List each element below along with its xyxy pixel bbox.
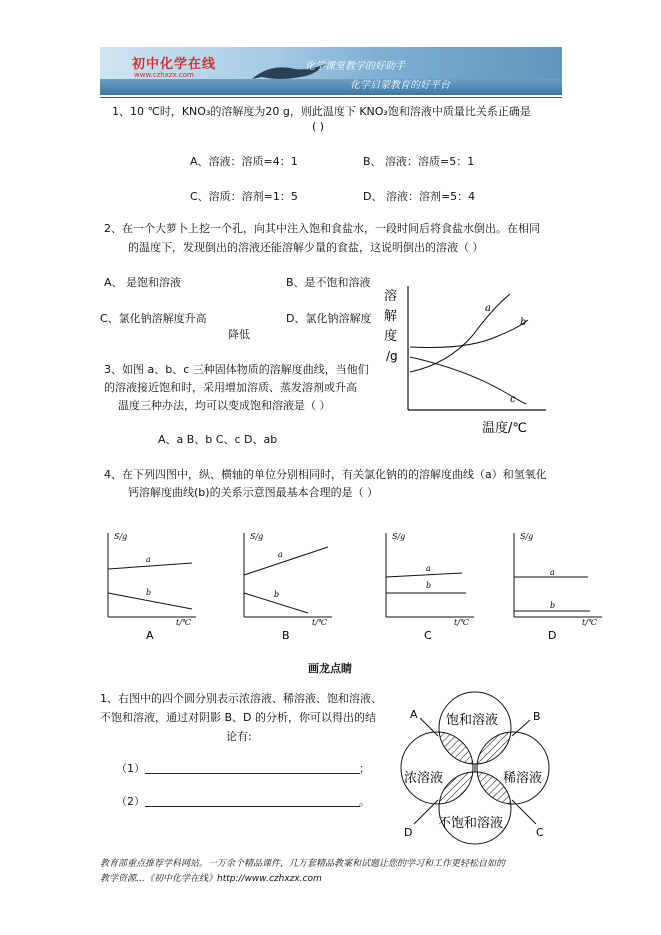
- q5-blank-2-end: 。: [359, 795, 370, 808]
- venn-pointer-c: [512, 800, 536, 824]
- q3-stem-1: 3、如图 a、b、c 三种固体物质的溶解度曲线，当他们: [104, 363, 369, 376]
- q2-option-b: B、是不饱和溶液: [286, 276, 371, 289]
- venn-pointer-b: [512, 720, 530, 736]
- q4d-caption: D: [548, 629, 557, 642]
- q5-stem-2: 不饱和溶液，通过对阴影 B、D 的分析，你可以得出的结: [100, 711, 377, 724]
- q2-stem-2: 的温度下，发现倒出的溶液还能溶解少量的食盐，这说明倒出的溶液（ ）: [128, 241, 484, 254]
- q2-option-d: D、氯化钠溶解度: [286, 312, 372, 325]
- q4d-ylabel: S/g: [520, 532, 534, 541]
- q5-blank-2[interactable]: [145, 806, 360, 807]
- q3-stem-3: 温度三种办法，均可以变成饱和溶液是（ ）: [118, 399, 331, 412]
- q2-stem-1: 2、在一个大萝卜上挖一个孔，向其中注入饱和食盐水，一段时间后将食盐水倒出。在相同: [104, 222, 540, 235]
- q3-curve-b: [410, 320, 528, 348]
- q4c-curve-a: [386, 573, 462, 577]
- q4b-label-b: b: [274, 590, 280, 599]
- q4-stem-2: 钙溶解度曲线(b)的关系示意图最基本合理的是（ ）: [128, 486, 379, 499]
- q3-ylabel-1: 溶: [384, 289, 398, 304]
- q4c-label-b: b: [426, 581, 432, 590]
- q2-option-a: A、 是饱和溶液: [104, 276, 182, 289]
- q4a-xlabel: t/℃: [176, 618, 191, 627]
- q5-stem-1: 1、右图中的四个圆分别表示浓溶液、稀溶液、饱和溶液、: [100, 692, 382, 705]
- q4d-label-a: a: [550, 568, 555, 577]
- q4b-xlabel: t/℃: [312, 618, 327, 627]
- banner-sea: [100, 79, 562, 95]
- banner-slogan-2: 化学启蒙教育的好平台: [350, 80, 450, 91]
- venn-diagram: [390, 688, 560, 848]
- q3-options: A、a B、b C、c D、ab: [158, 433, 278, 446]
- banner-logo: 初中化学在线: [132, 57, 217, 72]
- q4a-label-b: b: [146, 588, 152, 597]
- venn-circle-unsaturated: [439, 772, 511, 844]
- q3-ylabel-4: /g: [386, 349, 398, 363]
- banner-url: www.czhxzx.com: [134, 71, 194, 79]
- q5-stem-3: 论有:: [226, 730, 252, 743]
- q4b-label-a: a: [278, 550, 283, 559]
- q3-label-c: c: [510, 394, 516, 405]
- q5-blank-1[interactable]: [145, 773, 360, 774]
- q4-graph-a: [96, 525, 206, 645]
- q1-option-c: C、溶质：溶剂=1：5: [190, 190, 298, 203]
- venn-circle-dilute: [477, 732, 549, 804]
- q4a-label-a: a: [146, 555, 151, 564]
- q4c-label-a: a: [426, 564, 431, 573]
- q4a-caption: A: [146, 629, 154, 642]
- q4b-ylabel: S/g: [250, 532, 264, 541]
- q2-option-c: C、氯化钠溶解度升高: [100, 312, 207, 325]
- q4-graph-c: [376, 525, 486, 645]
- venn-point-a: A: [410, 708, 418, 721]
- venn-label-unsaturated: 不饱和溶液: [438, 816, 504, 831]
- q1-paren: ( ): [312, 120, 325, 133]
- q4b-caption: B: [282, 629, 290, 642]
- header-banner: [100, 47, 562, 95]
- q2-option-d-cont: 降低: [228, 328, 250, 341]
- q3-label-a: a: [485, 303, 491, 314]
- q4c-xlabel: t/℃: [454, 618, 469, 627]
- q3-label-b: b: [520, 317, 527, 328]
- venn-point-d: D: [404, 826, 413, 839]
- venn-pointer-d: [414, 800, 438, 824]
- q3-stem-2: 的溶液接近饱和时，采用增加溶质、蒸发溶剂或升高: [104, 381, 357, 394]
- q5-blank-1-end: ；: [359, 762, 370, 775]
- q3-solubility-graph: [378, 280, 553, 440]
- header-rule: [100, 97, 562, 98]
- footer-line-1: 教育部重点推荐学科网站。一万余个精品课件，几万套精品教案和试题让您的学习和工作更轻松自如的: [100, 859, 506, 869]
- venn-label-concentrated: 浓溶液: [404, 771, 444, 786]
- q1-stem: 1、10 ℃时，KNO₃的溶解度为20 g，则此温度下 KNO₃饱和溶液中质量比关系正确是: [112, 105, 531, 118]
- q4d-xlabel: t/℃: [582, 618, 597, 627]
- q3-ylabel-2: 解: [384, 309, 398, 324]
- q4b-curve-a: [244, 547, 328, 575]
- footer-line-2: 教学资源…《初中化学在线》http://www.czhxzx.com: [100, 874, 322, 884]
- q4c-caption: C: [424, 629, 432, 642]
- venn-label-saturated: 饱和溶液: [446, 713, 499, 728]
- q5-blank-1-label: （1）: [116, 762, 145, 775]
- q4-stem-1: 4、在下列四图中，纵、横轴的单位分别相同时，有关氯化钠的的溶解度曲线（a）和氢氧化: [104, 468, 547, 481]
- q1-option-d: D、 溶液：溶剂=5：4: [363, 190, 476, 203]
- venn-circle-concentrated: [401, 732, 473, 804]
- q4c-ylabel: S/g: [392, 532, 406, 541]
- section-title: 画龙点睛: [308, 662, 352, 675]
- q4-graph-b: [236, 525, 346, 645]
- q4d-label-b: b: [550, 601, 556, 610]
- q4a-ylabel: S/g: [114, 532, 128, 541]
- venn-point-b: B: [533, 710, 541, 723]
- q3-ylabel-3: 度: [384, 329, 398, 344]
- venn-point-c: C: [536, 826, 544, 839]
- venn-circle-saturated: [439, 692, 511, 764]
- banner-slogan-1: 化学课堂教学的好助手: [305, 61, 405, 72]
- q4-graph-d: [506, 525, 616, 645]
- q5-blank-2-label: （2）: [116, 795, 145, 808]
- q3-curve-c: [410, 357, 526, 404]
- venn-label-dilute: 稀溶液: [503, 771, 543, 786]
- q3-xlabel: 温度/℃: [482, 421, 527, 436]
- q1-option-b: B、 溶液：溶质=5：1: [363, 155, 475, 168]
- q1-option-a: A、溶液：溶质=4：1: [190, 155, 298, 168]
